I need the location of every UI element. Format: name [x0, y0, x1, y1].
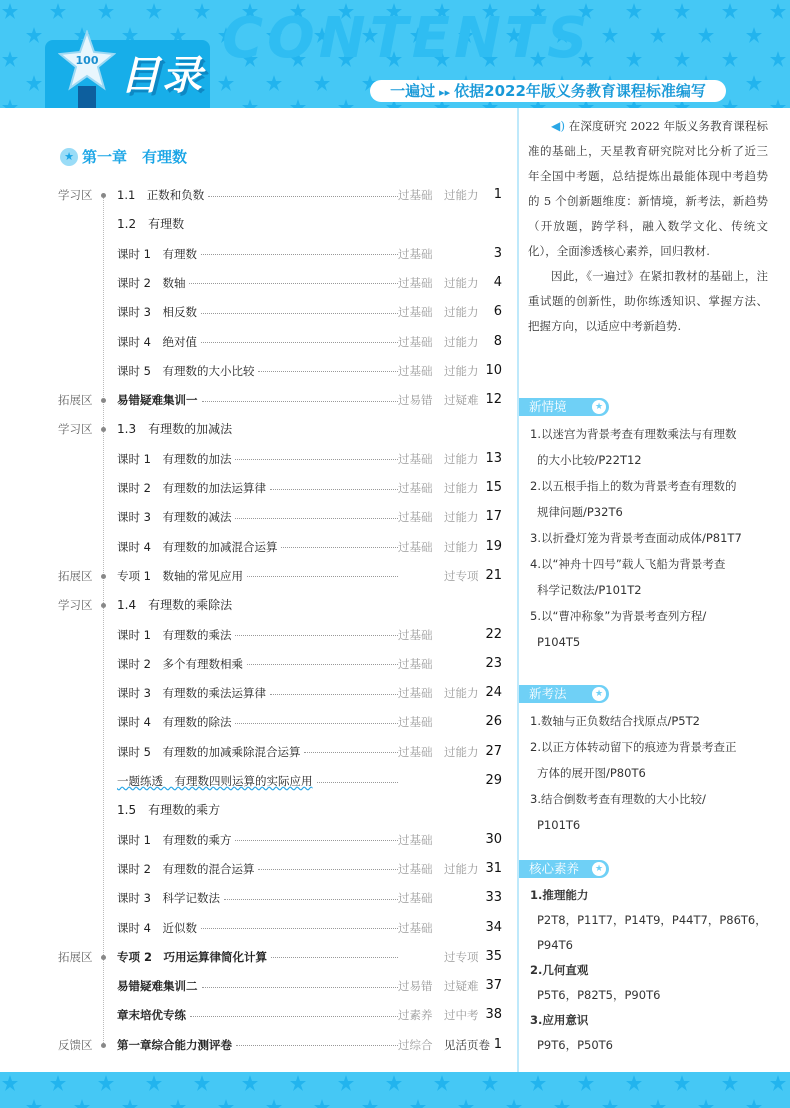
svg-text:100: 100	[75, 54, 99, 67]
entry-title: 1.3 有理数的加减法	[117, 422, 233, 437]
star-mascot-icon	[58, 30, 116, 108]
intro-paragraph-2: 因此，《一遍过》在紧扣教材的基础上，注重试题的创新性，助你练透知识、掌握方法、把握方向，以适应中考新趋势.	[528, 269, 768, 333]
section-line: P9T6，P50T6	[537, 1038, 614, 1052]
toc-row[interactable]	[0, 771, 510, 791]
toc-entry	[117, 478, 398, 498]
dot-leader	[270, 694, 398, 695]
zone-label: 拓展区	[58, 949, 93, 964]
toc-row[interactable]	[0, 390, 510, 410]
level-tag: 过易错	[398, 979, 433, 994]
page-number: 35	[485, 948, 502, 964]
timeline-dot	[101, 193, 106, 198]
section-line: 1.以迷宫为背景考查有理数乘法与有理数	[530, 427, 737, 441]
section-title: 新情境	[529, 399, 567, 414]
toc-entry	[117, 1035, 398, 1055]
level-tag: 过基础	[398, 656, 433, 671]
dot-leader	[201, 928, 398, 929]
zone-label: 学习区	[58, 422, 93, 437]
page-number: 6	[493, 304, 502, 320]
toc-row[interactable]	[0, 1035, 510, 1055]
toc-row[interactable]	[0, 273, 510, 293]
subtitle: 依据2022年版义务教育课程标准编写	[454, 82, 706, 100]
toc-row[interactable]	[0, 507, 510, 527]
dot-leader	[189, 283, 398, 284]
level-tag: 过基础	[398, 363, 433, 378]
zone-label: 拓展区	[58, 393, 93, 408]
page-number: 1	[493, 1036, 502, 1052]
section-line: 2.几何直观	[530, 963, 589, 977]
section-line: 2.以正方体转动留下的痕迹为背景考查正	[530, 740, 737, 754]
dot-leader	[235, 459, 398, 460]
level-tag: 过基础	[398, 481, 433, 495]
section-header	[519, 860, 609, 878]
dot-leader	[281, 547, 398, 548]
entry-title: 易错疑难集训一	[117, 393, 198, 408]
toc-entry	[117, 683, 398, 703]
entry-title: 1.4 有理数的乘除法	[117, 598, 233, 613]
entry-title: 课时 2 多个有理数相乘	[117, 656, 243, 671]
section-line: 的大小比较/P22T12	[537, 453, 642, 467]
page-number: 21	[485, 567, 502, 583]
level-tag: 过基础	[398, 246, 433, 261]
level-tag: 过基础	[398, 275, 433, 290]
dot-leader	[190, 1016, 398, 1017]
toc-row[interactable]	[0, 332, 510, 352]
intro-paragraph-1: 在深度研究 2022 年版义务教育课程标准的基础上，天星教育研究院对比分析了近三年全国中考题，总结提炼出最能体现中考趋势的 5 个创新题维度：新情境，新考法，新趋势（开放题，跨学科，融入数学文化、传统文化），全面渗透核心素养，回归教材.	[528, 119, 768, 258]
section-line: P104T5	[537, 635, 581, 649]
level-tag: 过基础	[398, 686, 433, 701]
dot-leader	[224, 899, 398, 900]
entry-title: 课时 5 有理数的大小比较	[117, 363, 255, 378]
entry-title: 课时 5 有理数的加减乘除混合运算	[117, 744, 301, 759]
dot-leader	[271, 957, 398, 958]
page-number: 19	[485, 538, 502, 554]
badge-icon: ★	[592, 687, 606, 701]
section-line: 3.结合倒数考查有理数的大小比较/	[530, 792, 706, 806]
toc-row[interactable]	[0, 947, 510, 967]
level-tag: 过基础	[398, 188, 433, 202]
level-tag: 过基础	[398, 861, 433, 876]
level-tag: 过能力	[444, 451, 479, 466]
page-number: 12	[485, 392, 502, 408]
section-line: 1.数轴与正负数结合找原点/P5T2	[530, 714, 700, 728]
toc-entry	[117, 273, 398, 293]
zone-label: 拓展区	[58, 568, 93, 583]
toc-entry	[117, 654, 398, 674]
badge-icon: ★	[592, 862, 606, 876]
level-tag: 过能力	[444, 363, 479, 378]
entry-title: 1.2 有理数	[117, 217, 185, 232]
toc-row[interactable]	[0, 214, 510, 234]
entry-title: 1.1 正数和负数	[117, 188, 205, 202]
level-tag: 过能力	[444, 334, 479, 349]
toc-entry	[117, 742, 398, 762]
toc-row[interactable]	[0, 888, 510, 908]
level-tag: 过疑难	[444, 393, 479, 408]
dot-leader	[304, 752, 398, 753]
timeline-dot	[101, 574, 106, 579]
entry-title: 课时 3 有理数的乘法运算律	[117, 686, 266, 701]
toc-row[interactable]	[0, 449, 510, 469]
level-tag: 过基础	[398, 334, 433, 349]
level-tag: 过能力	[444, 539, 479, 554]
timeline-dot	[101, 1043, 106, 1048]
level-tag: 过能力	[444, 481, 479, 495]
page-number: 34	[485, 919, 502, 935]
level-tag: 过能力	[444, 305, 479, 320]
section-line: P101T6	[537, 818, 581, 832]
toc-row[interactable]	[0, 302, 510, 322]
dot-leader	[235, 840, 398, 841]
toc-row[interactable]	[0, 742, 510, 762]
page-number: 17	[485, 509, 502, 525]
subtitle-pill	[370, 80, 726, 102]
dot-leader	[317, 782, 399, 783]
dot-leader	[235, 518, 398, 519]
section-header	[519, 398, 609, 416]
section-line: 3.以折叠灯笼为背景考查面动成体/P81T7	[530, 531, 742, 545]
entry-title: 课时 4 有理数的除法	[117, 715, 232, 730]
chapter-title: 第一章 有理数	[82, 148, 188, 166]
contents-watermark: CONTENTS	[222, 6, 592, 71]
level-tag: 过能力	[444, 510, 479, 525]
page-number: 22	[485, 626, 502, 642]
toc-entry	[117, 214, 510, 234]
toc-entry	[117, 449, 398, 469]
section-items	[530, 708, 780, 838]
page-number: 23	[485, 655, 502, 671]
dot-leader	[258, 371, 398, 372]
level-tag: 过能力	[444, 275, 479, 290]
entry-title: 课时 1 有理数的乘法	[117, 627, 232, 642]
entry-title: 课时 1 有理数	[117, 246, 197, 261]
toc-entry	[117, 830, 398, 850]
toc-entry	[117, 361, 398, 381]
toc-row[interactable]	[0, 244, 510, 264]
toc-entry	[117, 800, 510, 820]
toc-entry	[117, 390, 398, 410]
dot-leader	[270, 489, 398, 490]
header-banner	[0, 0, 790, 108]
page-number: 30	[485, 831, 502, 847]
toc-entry	[117, 244, 398, 264]
dot-leader	[235, 723, 398, 724]
dot-leader	[202, 401, 399, 402]
zone-label: 学习区	[58, 598, 93, 613]
toc-row[interactable]	[0, 595, 510, 615]
toc-entry	[117, 859, 398, 879]
level-tag: 过基础	[398, 510, 433, 525]
toc-row[interactable]	[0, 976, 510, 996]
dot-leader	[208, 196, 398, 197]
level-tag: 过能力	[444, 744, 479, 759]
section-line: 5.以“曹冲称象”为背景考查列方程/	[530, 609, 707, 623]
section-line: 2.以五根手指上的数为背景考查有理数的	[530, 479, 737, 493]
toc-row[interactable]	[0, 478, 510, 498]
section-line: 4.以“神舟十四号”载人飞船为背景考查	[530, 557, 726, 571]
page-number: 26	[485, 714, 502, 730]
toc-entry	[117, 918, 398, 938]
toc-entry	[117, 537, 398, 557]
level-tag: 过综合	[398, 1037, 433, 1052]
dot-leader	[201, 313, 398, 314]
toc-row[interactable]	[0, 625, 510, 645]
entry-title: 1.5 有理数的乘方	[117, 803, 221, 818]
page-number: 29	[485, 773, 502, 788]
entry-title: 易错疑难集训二	[117, 979, 198, 994]
speaker-icon: ◀)	[551, 119, 566, 133]
toc-row[interactable]	[0, 683, 510, 703]
entry-title: 课时 4 绝对值	[117, 334, 197, 349]
page-number: 38	[485, 1007, 502, 1023]
section-line: P94T6	[537, 938, 573, 952]
intro-text	[528, 114, 768, 339]
level-tag: 过能力	[444, 861, 479, 876]
timeline-dot	[101, 603, 106, 608]
entry-title: 课时 2 有理数的加法运算律	[117, 481, 266, 495]
page-number: 4	[493, 274, 502, 290]
page-number: 27	[485, 743, 502, 759]
level-tag: 过基础	[398, 920, 433, 935]
level-tag: 过能力	[444, 686, 479, 701]
mascot-icon: ★	[60, 148, 78, 166]
section-line: 方体的展开图/P80T6	[537, 766, 646, 780]
dot-leader	[247, 576, 398, 577]
toc-row[interactable]	[0, 185, 510, 205]
toc-row[interactable]	[0, 859, 510, 879]
level-tag: 过基础	[398, 832, 433, 847]
toc-entry	[117, 507, 398, 527]
level-tag: 过基础	[398, 539, 433, 554]
toc-row[interactable]	[0, 918, 510, 938]
toc-entry	[117, 595, 510, 615]
level-tag: 过专项	[444, 568, 479, 583]
chapter-heading	[60, 146, 187, 167]
footer-band	[0, 1072, 790, 1108]
brand-name: 一遍过	[390, 82, 436, 100]
entry-title: 课时 1 有理数的加法	[117, 451, 232, 466]
entry-title: 课时 2 数轴	[117, 275, 186, 290]
toc-entry	[117, 185, 398, 205]
entry-title: 专项 1 数轴的常见应用	[117, 568, 243, 583]
entry-title: 章末培优专练	[117, 1008, 186, 1023]
timeline-dot	[101, 427, 106, 432]
toc-row[interactable]	[0, 712, 510, 732]
toc-entry	[117, 771, 398, 791]
toc-entry	[117, 1005, 398, 1025]
entry-title: 课时 1 有理数的乘方	[117, 832, 232, 847]
entry-title: 课时 3 科学记数法	[117, 891, 220, 906]
page-number: 24	[485, 685, 502, 701]
level-tag: 过能力	[444, 188, 479, 202]
page-number: 1	[493, 187, 502, 202]
toc-row[interactable]	[0, 1005, 510, 1025]
toc-entry	[117, 566, 398, 586]
level-tag: 见活页卷	[444, 1037, 490, 1052]
star-pattern	[0, 1072, 790, 1108]
dot-leader	[236, 1045, 398, 1046]
section-title: 新考法	[529, 686, 567, 701]
page-title: 目录	[120, 53, 204, 99]
dot-leader	[235, 635, 398, 636]
double-arrow-icon: ▸▸	[439, 86, 451, 99]
badge-icon: ★	[592, 400, 606, 414]
section-line: 科学记数法/P101T2	[537, 583, 642, 597]
level-tag: 过基础	[398, 744, 433, 759]
dot-leader	[202, 987, 399, 988]
toc-row[interactable]	[0, 419, 510, 439]
timeline-dot	[101, 398, 106, 403]
entry-title: 课时 3 相反数	[117, 305, 197, 320]
page-number: 15	[485, 480, 502, 495]
section-items	[530, 883, 780, 1058]
toc-entry	[117, 712, 398, 732]
page-number: 10	[485, 362, 502, 378]
toc-row[interactable]	[0, 537, 510, 557]
level-tag: 过易错	[398, 393, 433, 408]
toc-row[interactable]	[0, 566, 510, 586]
zone-label: 学习区	[58, 188, 93, 202]
toc-entry	[117, 947, 398, 967]
page-number: 37	[485, 978, 502, 994]
entry-title: 第一章综合能力测评卷	[117, 1037, 232, 1052]
timeline-dot	[101, 955, 106, 960]
level-tag: 过疑难	[444, 979, 479, 994]
dot-leader	[247, 664, 398, 665]
page-number: 3	[493, 245, 502, 261]
section-line: 规律问题/P32T6	[537, 505, 623, 519]
level-tag: 过基础	[398, 891, 433, 906]
section-line: 1.推理能力	[530, 888, 589, 902]
level-tag: 过基础	[398, 451, 433, 466]
page-number: 13	[485, 450, 502, 466]
toc-entry	[117, 332, 398, 352]
dot-leader	[201, 342, 398, 343]
entry-title: 课时 3 有理数的减法	[117, 510, 232, 525]
toc-entry	[117, 976, 398, 996]
toc-row[interactable]	[0, 800, 510, 820]
toc-row[interactable]	[0, 830, 510, 850]
section-title: 核心素养	[529, 861, 580, 876]
toc-entry	[117, 888, 398, 908]
toc-row[interactable]	[0, 654, 510, 674]
section-line: P2T8，P11T7，P14T9，P44T7，P86T6，	[537, 913, 767, 927]
toc-entry	[117, 419, 510, 439]
level-tag: 过基础	[398, 715, 433, 730]
entry-title: 课时 4 近似数	[117, 920, 197, 935]
entry-title: 一题练透 有理数四则运算的实际应用	[117, 774, 313, 788]
level-tag: 过中考	[444, 1008, 479, 1023]
level-tag: 过基础	[398, 627, 433, 642]
section-items	[530, 421, 780, 655]
zone-label: 反馈区	[58, 1037, 93, 1052]
toc-row[interactable]	[0, 361, 510, 381]
dot-leader	[201, 254, 398, 255]
dot-leader	[258, 869, 398, 870]
page-number: 33	[485, 890, 502, 906]
toc-entry	[117, 625, 398, 645]
section-line: 3.应用意识	[530, 1013, 589, 1027]
entry-title: 课时 4 有理数的加减混合运算	[117, 539, 278, 554]
section-line: P5T6，P82T5，P90T6	[537, 988, 661, 1002]
entry-title: 课时 2 有理数的混合运算	[117, 861, 255, 876]
level-tag: 过基础	[398, 305, 433, 320]
page-number: 31	[485, 860, 502, 876]
page-number: 8	[493, 333, 502, 349]
level-tag: 过素养	[398, 1008, 433, 1023]
entry-title: 专项 2 巧用运算律简化计算	[117, 949, 268, 964]
column-divider	[517, 108, 519, 1072]
toc-entry	[117, 302, 398, 322]
section-header	[519, 685, 609, 703]
level-tag: 过专项	[444, 949, 479, 964]
